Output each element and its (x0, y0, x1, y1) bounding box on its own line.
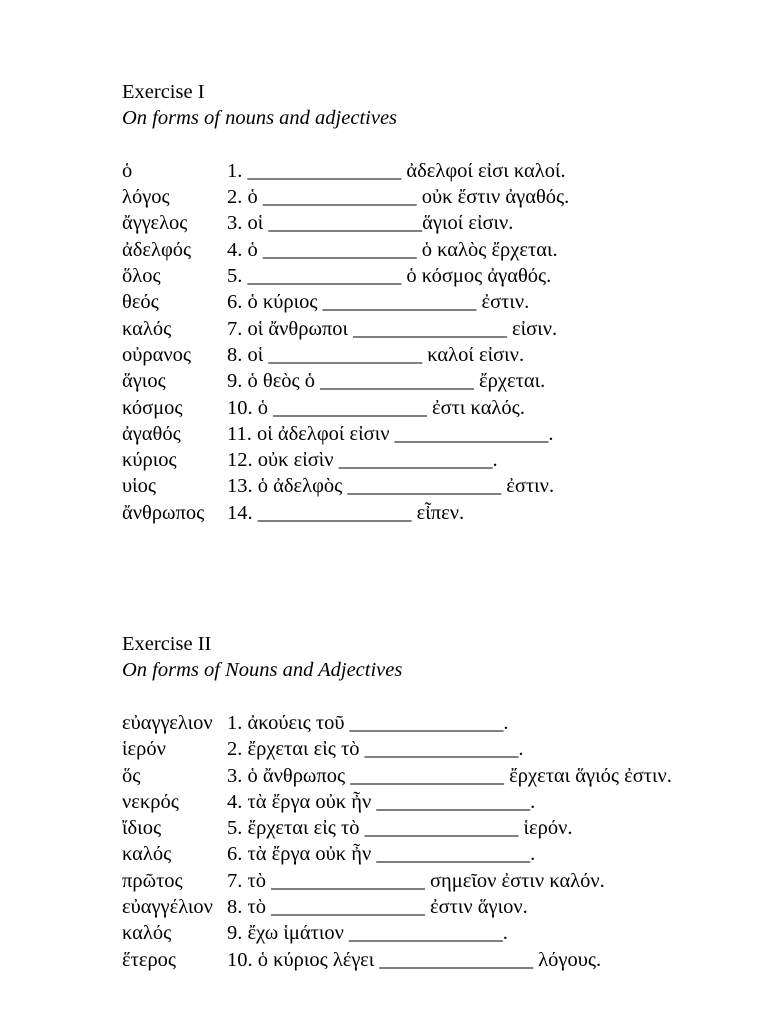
fill-in-sentence: 4. τὰ ἔργα οὐκ ἦν _______________. (227, 790, 536, 813)
exercise-row (122, 289, 722, 315)
exercise-row (122, 736, 722, 762)
vocab-word: ὁ (122, 159, 133, 182)
exercise-row (122, 342, 722, 368)
exercise-row (122, 894, 722, 920)
fill-in-sentence: 2. ὁ _______________ οὐκ ἔστιν ἀγαθός. (227, 186, 570, 209)
vocab-word: ὅλος (122, 265, 161, 288)
exercise-1-rows (122, 158, 722, 526)
vocab-word: ἄνθρωπος (122, 501, 205, 524)
exercise-row (122, 815, 722, 841)
exercise-1-subtitle: On forms of nouns and adjectives (122, 107, 398, 130)
exercise-1 (122, 79, 722, 526)
exercise-2-title: Exercise II (122, 633, 212, 656)
vocab-word: ἴδιος (122, 817, 162, 840)
vocab-word: ἀδελφός (122, 238, 192, 261)
spacer (122, 684, 722, 710)
fill-in-sentence: 1. _______________ ἀδελφοί εἰσι καλοί. (227, 159, 566, 182)
exercise-row (122, 263, 722, 289)
vocab-word: ἄγγελος (122, 212, 188, 235)
spacer (122, 132, 722, 158)
fill-in-sentence: 11. οἱ ἀδελφοί εἰσιν _______________. (227, 422, 554, 445)
exercise-row (122, 710, 722, 736)
fill-in-sentence: 8. οἱ _______________ καλοί εἰσιν. (227, 343, 525, 366)
exercise-row (122, 421, 722, 447)
vocab-word: ἱερόν (122, 738, 166, 761)
exercise-row (122, 500, 722, 526)
fill-in-sentence: 14. _______________ εἶπεν. (227, 501, 465, 524)
vocab-word: ἅγιος (122, 370, 166, 393)
exercise-row (122, 184, 722, 210)
fill-in-sentence: 10. ὁ κύριος λέγει _______________ λόγους. (227, 948, 602, 971)
fill-in-sentence: 8. τὸ _______________ ἐστιν ἅγιον. (227, 896, 528, 919)
exercise-row (122, 841, 722, 867)
fill-in-sentence: 2. ἔρχεται εἰς τὸ _______________. (227, 738, 524, 761)
exercise-row (122, 947, 722, 973)
exercise-row (122, 368, 722, 394)
vocab-word: νεκρός (122, 790, 179, 813)
vocab-word: ἀγαθός (122, 422, 181, 445)
fill-in-sentence: 4. ὁ _______________ ὁ καλὸς ἔρχεται. (227, 238, 558, 261)
fill-in-sentence: 10. ὁ _______________ ἐστι καλός. (227, 396, 525, 419)
vocab-word: οὐρανος (122, 343, 192, 366)
vocab-word: πρῶτος (122, 869, 183, 892)
fill-in-sentence: 6. ὁ κύριος _______________ ἐστιν. (227, 291, 530, 314)
vocab-word: καλός (122, 317, 172, 340)
fill-in-sentence: 9. ὁ θεὸς ὁ _______________ ἔρχεται. (227, 370, 546, 393)
exercise-row (122, 210, 722, 236)
fill-in-sentence: 1. ἀκούεις τοῦ _______________. (227, 711, 509, 734)
fill-in-sentence: 7. τὸ _______________ σημεῖον ἐστιν καλόν. (227, 869, 605, 892)
exercise-2-subtitle: On forms of Nouns and Adjectives (122, 659, 403, 682)
exercise-row (122, 920, 722, 946)
vocab-word: λόγος (122, 186, 170, 209)
exercise-row (122, 237, 722, 263)
exercise-row (122, 158, 722, 184)
exercise-row (122, 868, 722, 894)
exercise-row (122, 473, 722, 499)
vocab-word: κύριος (122, 449, 177, 472)
vocab-word: κόσμος (122, 396, 183, 419)
vocab-word: υἱος (122, 475, 157, 498)
worksheet-page (122, 79, 722, 973)
fill-in-sentence: 12. οὐκ εἰσὶν _______________. (227, 449, 498, 472)
fill-in-sentence: 5. ἔρχεται εἰς τὸ _______________ ἱερόν. (227, 817, 573, 840)
exercise-row (122, 447, 722, 473)
vocab-word: ἕτερος (122, 948, 177, 971)
exercise-1-title: Exercise I (122, 81, 205, 103)
vocab-word: εὐαγγέλιον (122, 896, 213, 919)
vocab-word: καλός (122, 843, 172, 866)
vocab-word: ὅς (122, 764, 141, 787)
fill-in-sentence: 5. _______________ ὁ κόσμος ἀγαθός. (227, 265, 552, 288)
vocab-word: καλός (122, 922, 172, 945)
exercise-2-rows (122, 710, 722, 973)
vocab-word: θεός (122, 291, 159, 314)
fill-in-sentence: 3. ὁ ἄνθρωπος _______________ ἔρχεται ἅγιός ἐστιν. (227, 764, 672, 787)
fill-in-sentence: 7. οἱ ἄνθρωποι _______________ εἰσιν. (227, 317, 558, 340)
fill-in-sentence: 9. ἔχω ἱμάτιον _______________. (227, 922, 508, 945)
exercise-2 (122, 631, 722, 973)
exercise-row (122, 789, 722, 815)
exercise-row (122, 763, 722, 789)
fill-in-sentence: 6. τὰ ἔργα οὐκ ἦν _______________. (227, 843, 536, 866)
vocab-word: εὐαγγελιον (122, 711, 213, 734)
fill-in-sentence: 3. οἱ _______________ἅγιοί εἰσιν. (227, 212, 514, 235)
exercise-row (122, 316, 722, 342)
section-gap (122, 526, 722, 631)
fill-in-sentence: 13. ὁ ἀδελφὸς _______________ ἐστιν. (227, 475, 555, 498)
exercise-row (122, 395, 722, 421)
